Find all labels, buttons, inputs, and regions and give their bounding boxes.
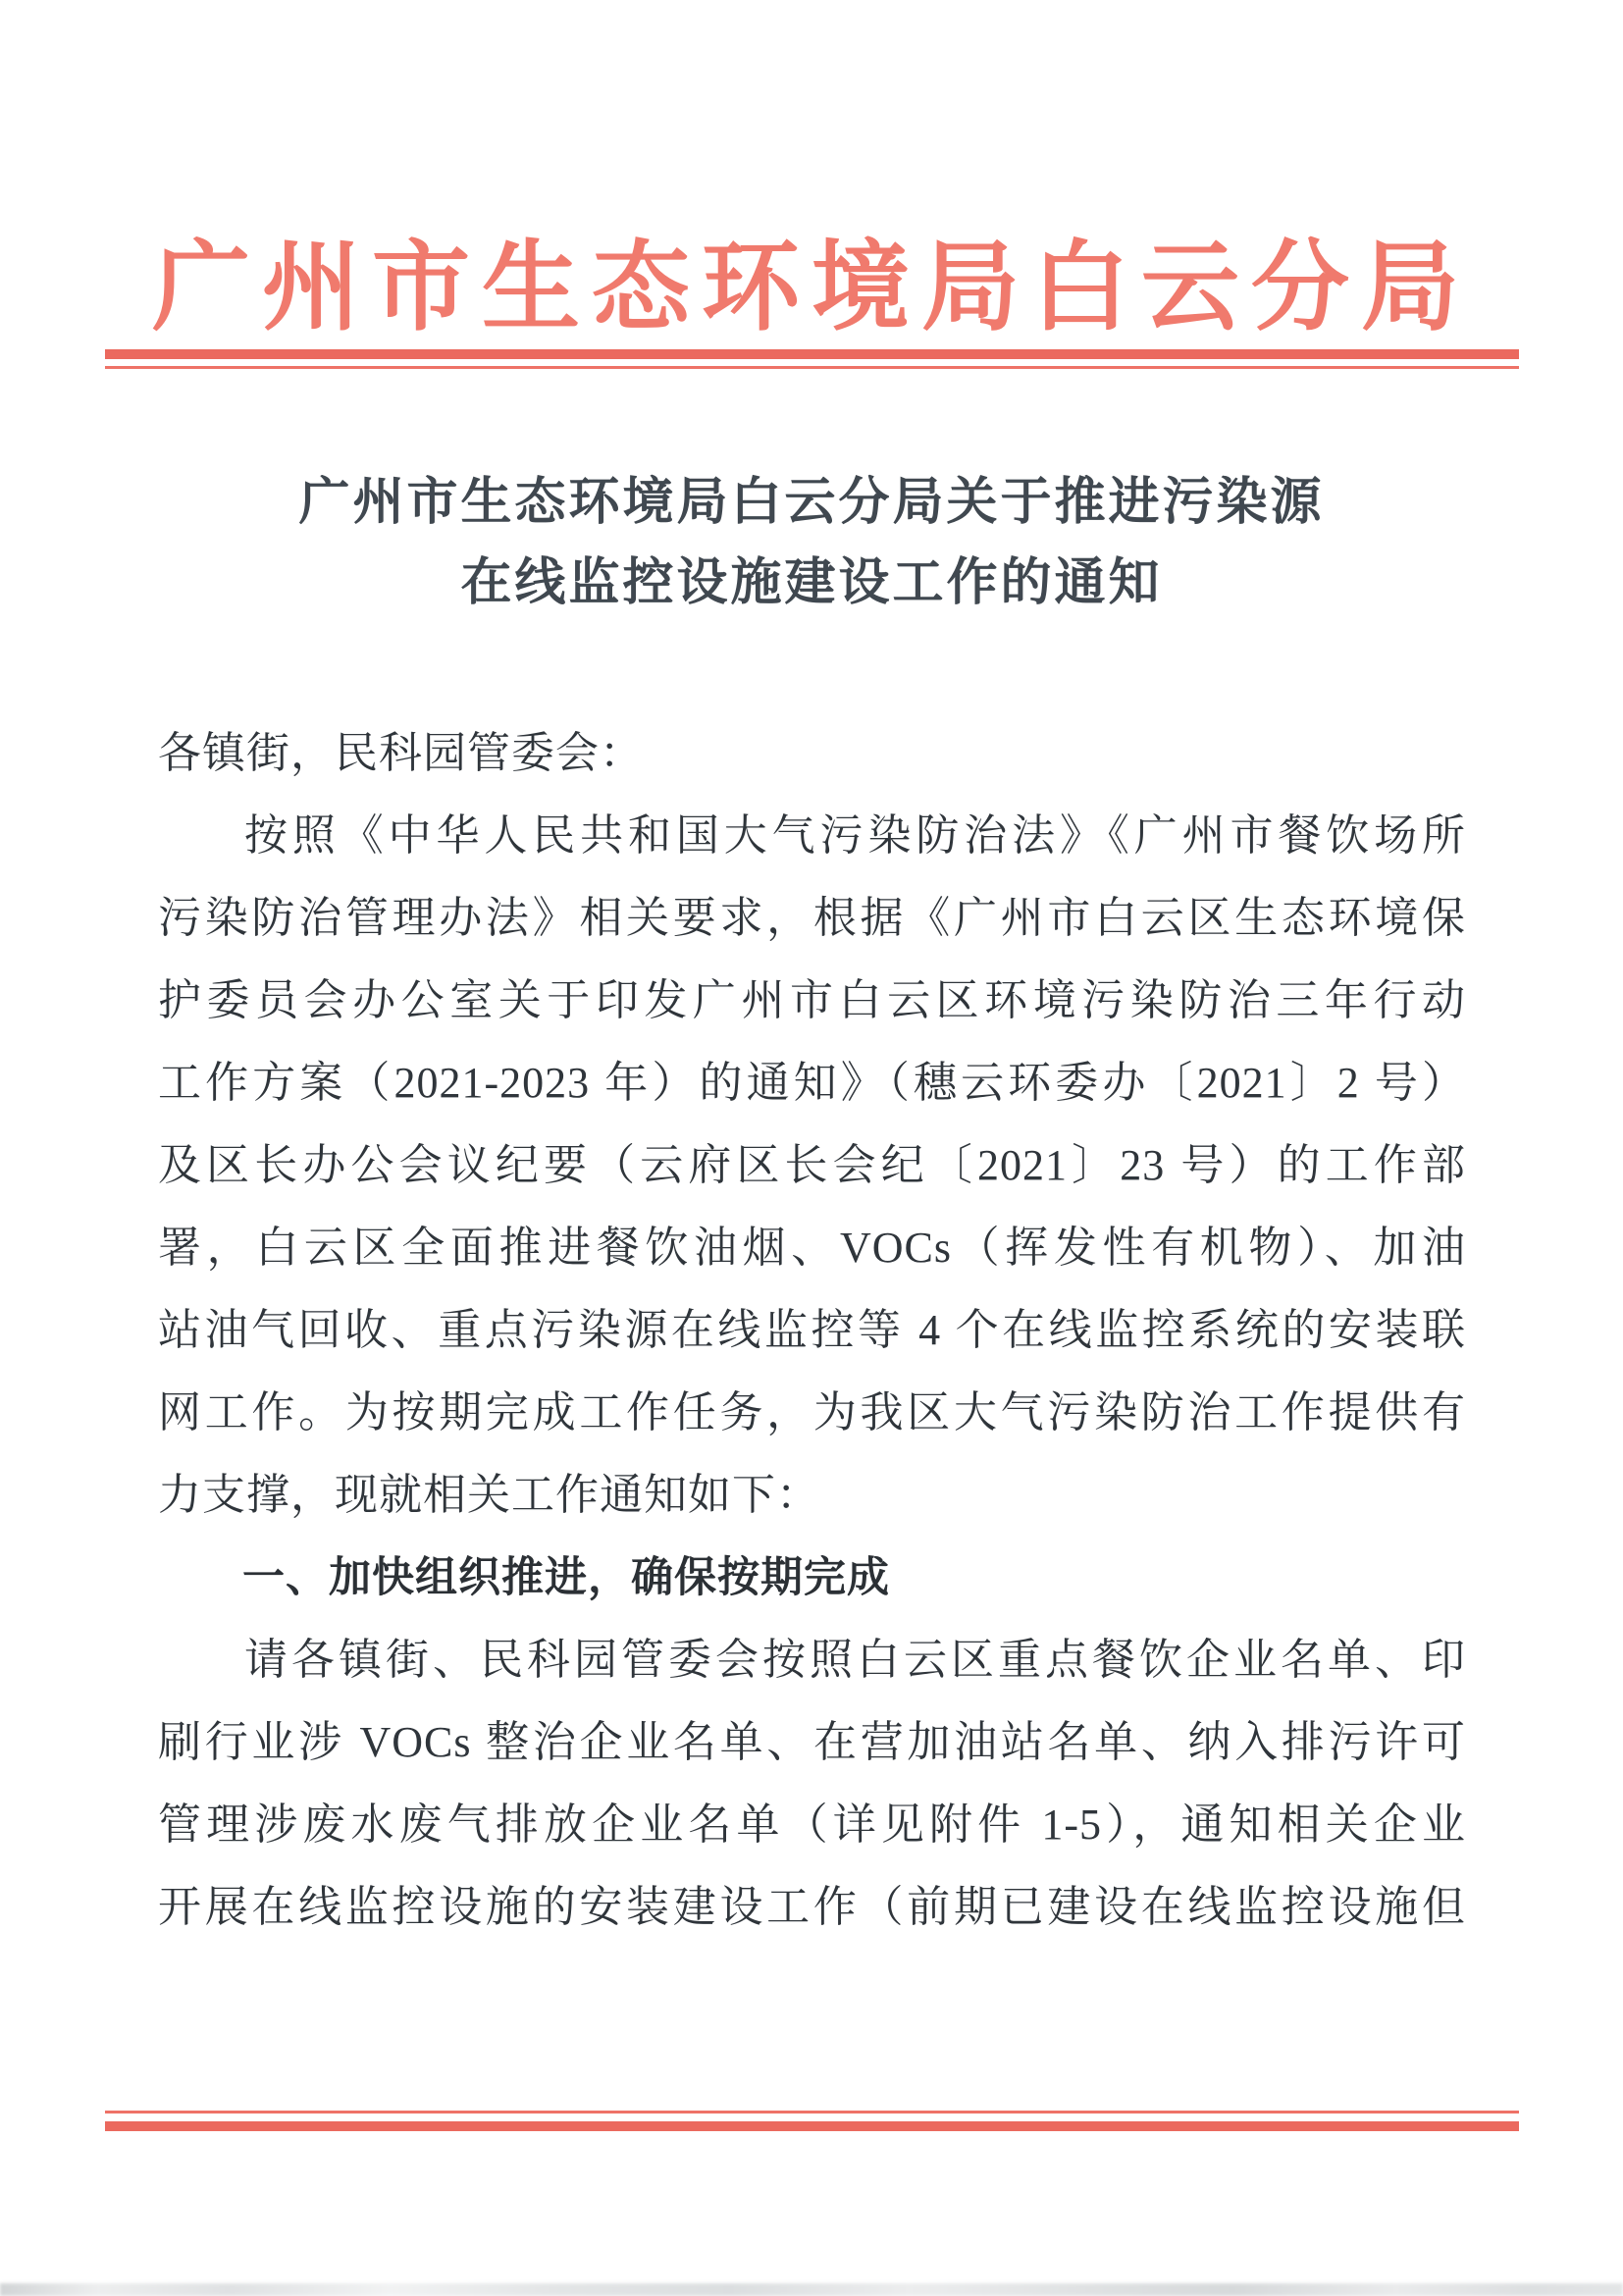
body-line: 请各镇街、民科园管委会按照白云区重点餐饮企业名单、印: [244, 1636, 1466, 1684]
body-line: 按照《中华人民共和国大气污染防治法》《广州市餐饮场所: [244, 811, 1466, 860]
body-line: 开展在线监控设施的安装建设工作（前期已建设在线监控设施但: [158, 1883, 1466, 1931]
letterhead-double-rule: [105, 349, 1519, 369]
body-line: 站油气回收、重点污染源在线监控等 4 个在线监控系统的安装联: [158, 1306, 1466, 1354]
section-heading: 一、加快组织推进，确保按期完成: [242, 1554, 890, 1601]
body-line: 力支撑，现就相关工作通知如下：: [158, 1471, 820, 1519]
letterhead: [0, 208, 1623, 349]
body-line: 工作方案（2021-2023 年）的通知》（穗云环委办〔2021〕2 号）: [158, 1059, 1466, 1107]
body-line: 刷行业涉 VOCs 整治企业名单、在营加油站名单、纳入排污许可: [158, 1718, 1466, 1766]
body-line: 污染防治管理办法》相关要求，根据《广州市白云区生态环境保: [158, 894, 1466, 942]
body-line: 护委员会办公室关于印发广州市白云区环境污染防治三年行动: [158, 976, 1466, 1024]
body-line: 网工作。为按期完成工作任务，为我区大气污染防治工作提供有: [158, 1388, 1466, 1436]
letterhead-agency-name: 广州市生态环境局白云分局: [152, 234, 1471, 342]
body-line: 署，白云区全面推进餐饮油烟、VOCs（挥发性有机物）、加油: [158, 1224, 1466, 1272]
footer-double-rule: [105, 2111, 1519, 2131]
rule-thick-bar: [105, 2121, 1519, 2131]
scan-edge-artifact: [0, 2283, 1623, 2296]
document-title: [0, 463, 1623, 624]
rule-thin-bar: [105, 2111, 1519, 2113]
salutation: 各镇街，民科园管委会：: [158, 729, 644, 777]
rule-thin-bar: [105, 366, 1519, 369]
document-title-line1: 广州市生态环境局白云分局关于推进污染源: [298, 475, 1325, 531]
document-title-line2: 在线监控设施建设工作的通知: [460, 555, 1163, 611]
body-line: 及区长办公会议纪要（云府区长会纪〔2021〕23 号）的工作部: [158, 1141, 1466, 1189]
document-body: [158, 712, 1466, 1949]
rule-thick-bar: [105, 349, 1519, 359]
body-line: 管理涉废水废气排放企业名单（详见附件 1-5），通知相关企业: [158, 1800, 1466, 1849]
